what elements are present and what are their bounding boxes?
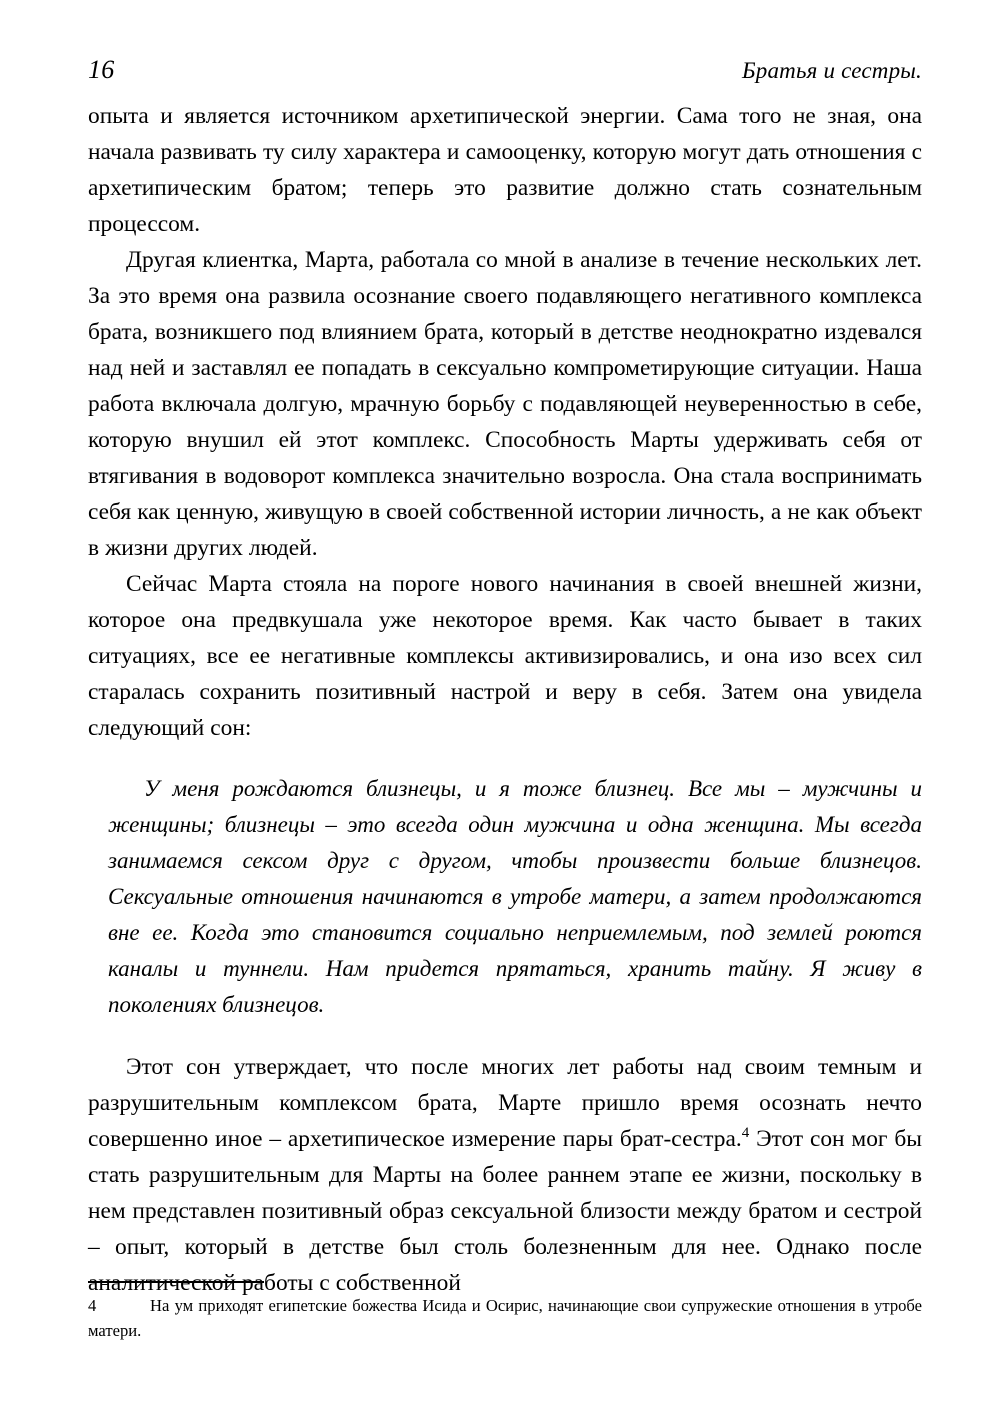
paragraph-dream-interpretation [88,1049,922,1301]
footnote-number: 4 [88,1296,97,1315]
footnote-reference-marker[interactable]: 4 [741,1125,750,1142]
quote-spacer-bottom [88,1023,922,1049]
footnote-separator-rule [88,1281,264,1283]
footnote-text: На ум приходят египетские божества Исида и Осирис, начинающие свои супружеские отношения в утробе матери. [88,1296,922,1340]
page-number: 16 [88,55,115,84]
paragraph-martha-threshold: Сейчас Марта стояла на пороге нового начинания в своей внешней жизни, которое она предвкушала уже некоторое время. Как часто бывает в таких ситуациях, все ее негативные комплексы активизировались, и она изо всех сил старалась сохранить позитивный настрой и веру в себя. Затем она увидела следующий сон: [88,571,922,741]
dream-block-quote: У меня рождаются близнецы, и я тоже близнец. Все мы – мужчины и женщины; близнецы – это всегда один мужчина и одна женщина. Мы всегда занимаемся сексом друг с другом, чтобы произвести больше близнецов. Сексуальные отношения начинаются в утробе матери, а затем продолжаются вне ее. Когда это становится социально неприемлемым, под землей роются каналы и туннели. Нам придется прятаться, хранить тайну. Я живу в поколениях близнецов. [108,776,922,1017]
paragraph-text-after-footnote-ref: Этот сон мог бы стать разрушительным для Марты на более раннем этапе ее жизни, поскольку в нем представлен позитивный образ сексуальной близости между братом и сестрой – опыт, который в детстве был столь болезненным для нее. Однако после аналитической работы с собственной [88,1126,922,1296]
running-head-title: Братья и сестры. [742,58,922,83]
footnote-area [88,1281,922,1343]
footnote-entry [88,1293,922,1343]
body-text-column [88,98,922,1301]
paragraph-text-before-footnote-ref: Этот сон утверждает, что после многих лет работы над своим темным и разрушительным комплексом брата, Марте пришло время осознать нечто совершенно иное – архетипическое измерение пары брат-сестра. [88,1054,922,1152]
quote-spacer-top [88,746,922,771]
paragraph-continuation: опыта и является источником архетипической энергии. Сама того не зная, она начала развивать ту силу характера и самооценку, которую могут дать отношения с архетипическим братом; теперь это развитие должно стать сознательным процессом. [88,103,922,237]
paragraph-martha-analysis: Другая клиентка, Марта, работала со мной в анализе в течение нескольких лет. За это время она развила осознание своего подавляющего негативного комплекса брата, возникшего под влиянием брата, который в детстве неоднократно издевался над ней и заставлял ее попадать в сексуально компрометирующие ситуации. Наша работа включала долгую, мрачную борьбу с подавляющей неуверенностью в себе, которую внушил ей этот комплекс. Способность Марты удерживать себя от втягивания в водоворот комплекса значительно возросла. Она стала воспринимать себя как ценную, живущую в своей собственной истории личность, а не как объект в жизни других людей. [88,247,922,561]
running-head [88,55,922,89]
